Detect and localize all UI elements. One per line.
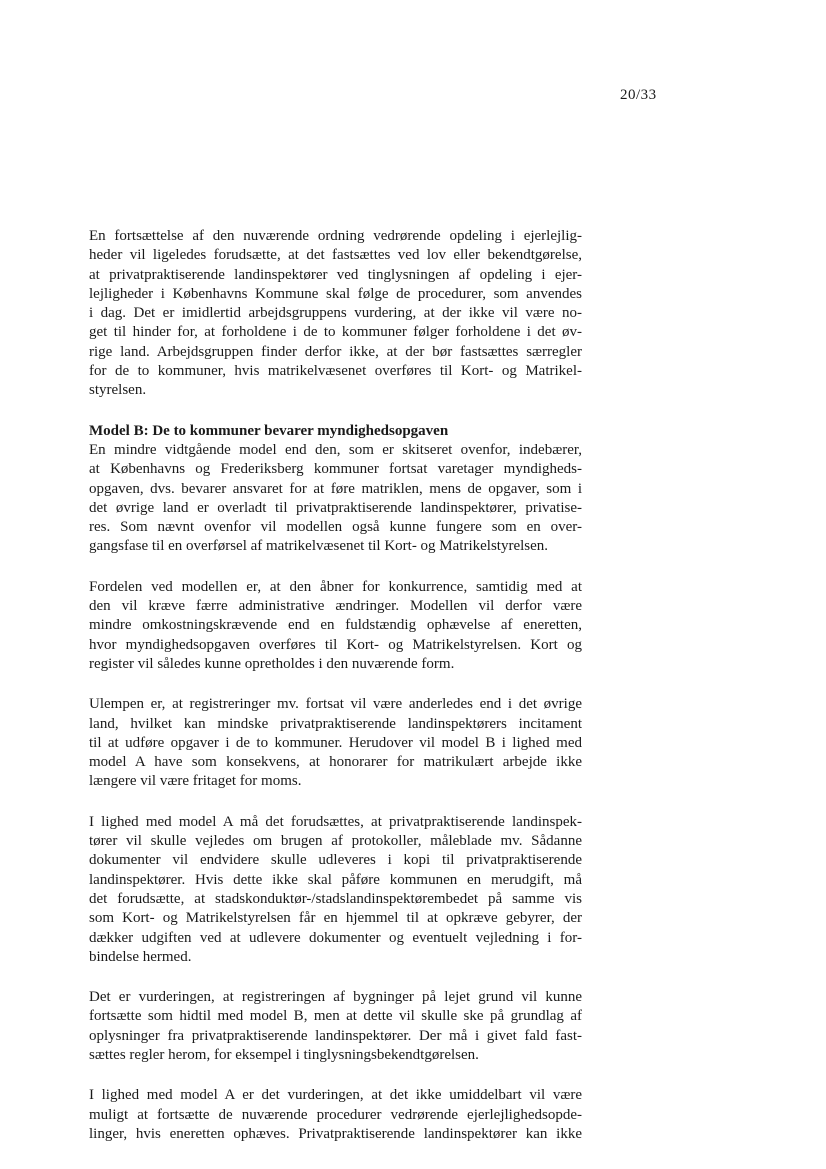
text-line: muligt at fortsætte de nuværende procedurer vedrørende ejerlejlighedsopde- bbox=[89, 1106, 582, 1123]
text-line: linger, hvis eneretten ophæves. Privatpraktiserende landinspektører kan ikke bbox=[89, 1125, 582, 1142]
text-line: bindelse hermed. bbox=[89, 948, 192, 965]
paragraph bbox=[89, 422, 582, 557]
text-line: det forudsætte, at stadskonduktør-/stadslandinspektørembedet på samme vis bbox=[89, 890, 582, 907]
page-number: 20/33 bbox=[620, 87, 657, 103]
text-line: at Københavns og Frederiksberg kommuner fortsat varetager myndigheds- bbox=[89, 461, 582, 478]
paragraph bbox=[89, 988, 582, 1065]
text-line: tører vil skulle vejledes om brugen af protokoller, måleblade mv. Sådanne bbox=[89, 833, 582, 850]
text-line: i dag. Det er imidlertid arbejdsgruppens vurdering, at der ikke vil være no- bbox=[89, 305, 582, 322]
text-line: mindre omkostningskrævende end en fuldstændig ophævelse af eneretten, bbox=[89, 617, 582, 634]
text-line: dækker udgiften ved at udlevere dokumenter og eventuelt vejledning i for- bbox=[89, 929, 582, 946]
text-line: sættes regler herom, for eksempel i tinglysningsbekendtgørelsen. bbox=[89, 1046, 479, 1063]
text-line: at privatpraktiserende landinspektører ved tinglysningen af opdeling i ejer- bbox=[89, 266, 582, 283]
text-line: I lighed med model A er det vurderingen, at det ikke umiddelbart vil være bbox=[89, 1087, 582, 1104]
text-line: det øvrige land er overladt til privatpraktiserende landinspektører, privatise- bbox=[89, 499, 582, 516]
text-line: Fordelen ved modellen er, at den åbner for konkurrence, samtidig med at bbox=[89, 578, 582, 595]
paragraph bbox=[89, 813, 582, 967]
paragraph bbox=[89, 227, 582, 401]
text-line: I lighed med model A må det forudsættes, at privatpraktiserende landinspek- bbox=[89, 813, 582, 830]
text-line: landinspektører. Hvis dette ikke skal påføre kommunen en merudgift, må bbox=[89, 871, 582, 888]
text-line: hvor myndighedsopgaven overføres til Kort- og Matrikelstyrelsen. Kort og bbox=[89, 636, 582, 653]
text-line: opgaven, dvs. bevarer ansvaret for at føre matriklen, mens de opgaver, som i bbox=[89, 480, 582, 497]
text-line: model A have som konsekvens, at honorarer for matrikulært arbejde ikke bbox=[89, 754, 582, 771]
text-line: rige land. Arbejdsgruppen finder derfor ikke, at der bør fastsættes særregler bbox=[89, 343, 582, 360]
paragraph-gap bbox=[89, 1065, 582, 1086]
text-line: land, hvilket kan mindske privatpraktiserende landinspektørers incitament bbox=[89, 715, 582, 732]
text-line: register vil således kunne opretholdes i den nuværende form. bbox=[89, 655, 455, 672]
text-line: til at udføre opgaver i de to kommuner. Herudover vil model B i lighed med bbox=[89, 734, 582, 751]
text-line: En fortsættelse af den nuværende ordning vedrørende opdeling i ejerlejlig- bbox=[89, 228, 582, 244]
paragraph bbox=[89, 695, 582, 791]
text-line: lejligheder i Københavns Kommune skal følge de procedurer, som anvendes bbox=[89, 285, 582, 302]
paragraph-gap bbox=[89, 792, 582, 813]
paragraph-gap bbox=[89, 557, 582, 578]
section-heading: Model B: De to kommuner bevarer myndighedsopgaven bbox=[89, 422, 449, 439]
text-line: styrelsen. bbox=[89, 382, 147, 399]
text-line: som Kort- og Matrikelstyrelsen får en hjemmel til at opkræve gebyrer, der bbox=[89, 910, 582, 927]
paragraph bbox=[89, 1086, 582, 1144]
text-line: oplysninger fra privatpraktiserende landinspektører. Der må i givet fald fast- bbox=[89, 1027, 582, 1044]
text-line: En mindre vidtgående model end den, som er skitseret ovenfor, indebærer, bbox=[89, 441, 582, 458]
text-line: Det er vurderingen, at registreringen af bygninger på lejet grund vil kunne bbox=[89, 989, 582, 1006]
text-line: gangsfase til en overførsel af matrikelvæsenet til Kort- og Matrikelstyrelsen. bbox=[89, 538, 549, 555]
document-body bbox=[89, 227, 582, 1144]
text-line: Ulempen er, at registreringer mv. fortsat vil være anderledes end i det øvrige bbox=[89, 696, 582, 713]
text-line: fortsætte som hidtil med model B, men at dette vil skulle ske på grundlag af bbox=[89, 1008, 582, 1025]
text-line: heder vil ligeledes forudsætte, at det fastsættes ved lov eller bekendtgørelse, bbox=[89, 247, 582, 264]
text-line: get til hinder for, at forholdene i de to kommuner følger forholdene i det øv- bbox=[89, 324, 582, 341]
paragraph-gap bbox=[89, 674, 582, 695]
paragraph bbox=[89, 578, 582, 674]
text-line: res. Som nævnt ovenfor vil modellen også kunne fungere som en over- bbox=[89, 519, 582, 536]
text-line: den vil kræve færre administrative ændringer. Modellen vil derfor være bbox=[89, 598, 582, 615]
text-line: dokumenter vil endvidere skulle udleveres i kopi til privatpraktiserende bbox=[89, 852, 582, 869]
paragraph-gap bbox=[89, 967, 582, 988]
paragraph-gap bbox=[89, 401, 582, 422]
text-line: længere vil være fritaget for moms. bbox=[89, 773, 302, 790]
text-line: for de to kommuner, hvis matrikelvæsenet overføres til Kort- og Matrikel- bbox=[89, 363, 582, 380]
